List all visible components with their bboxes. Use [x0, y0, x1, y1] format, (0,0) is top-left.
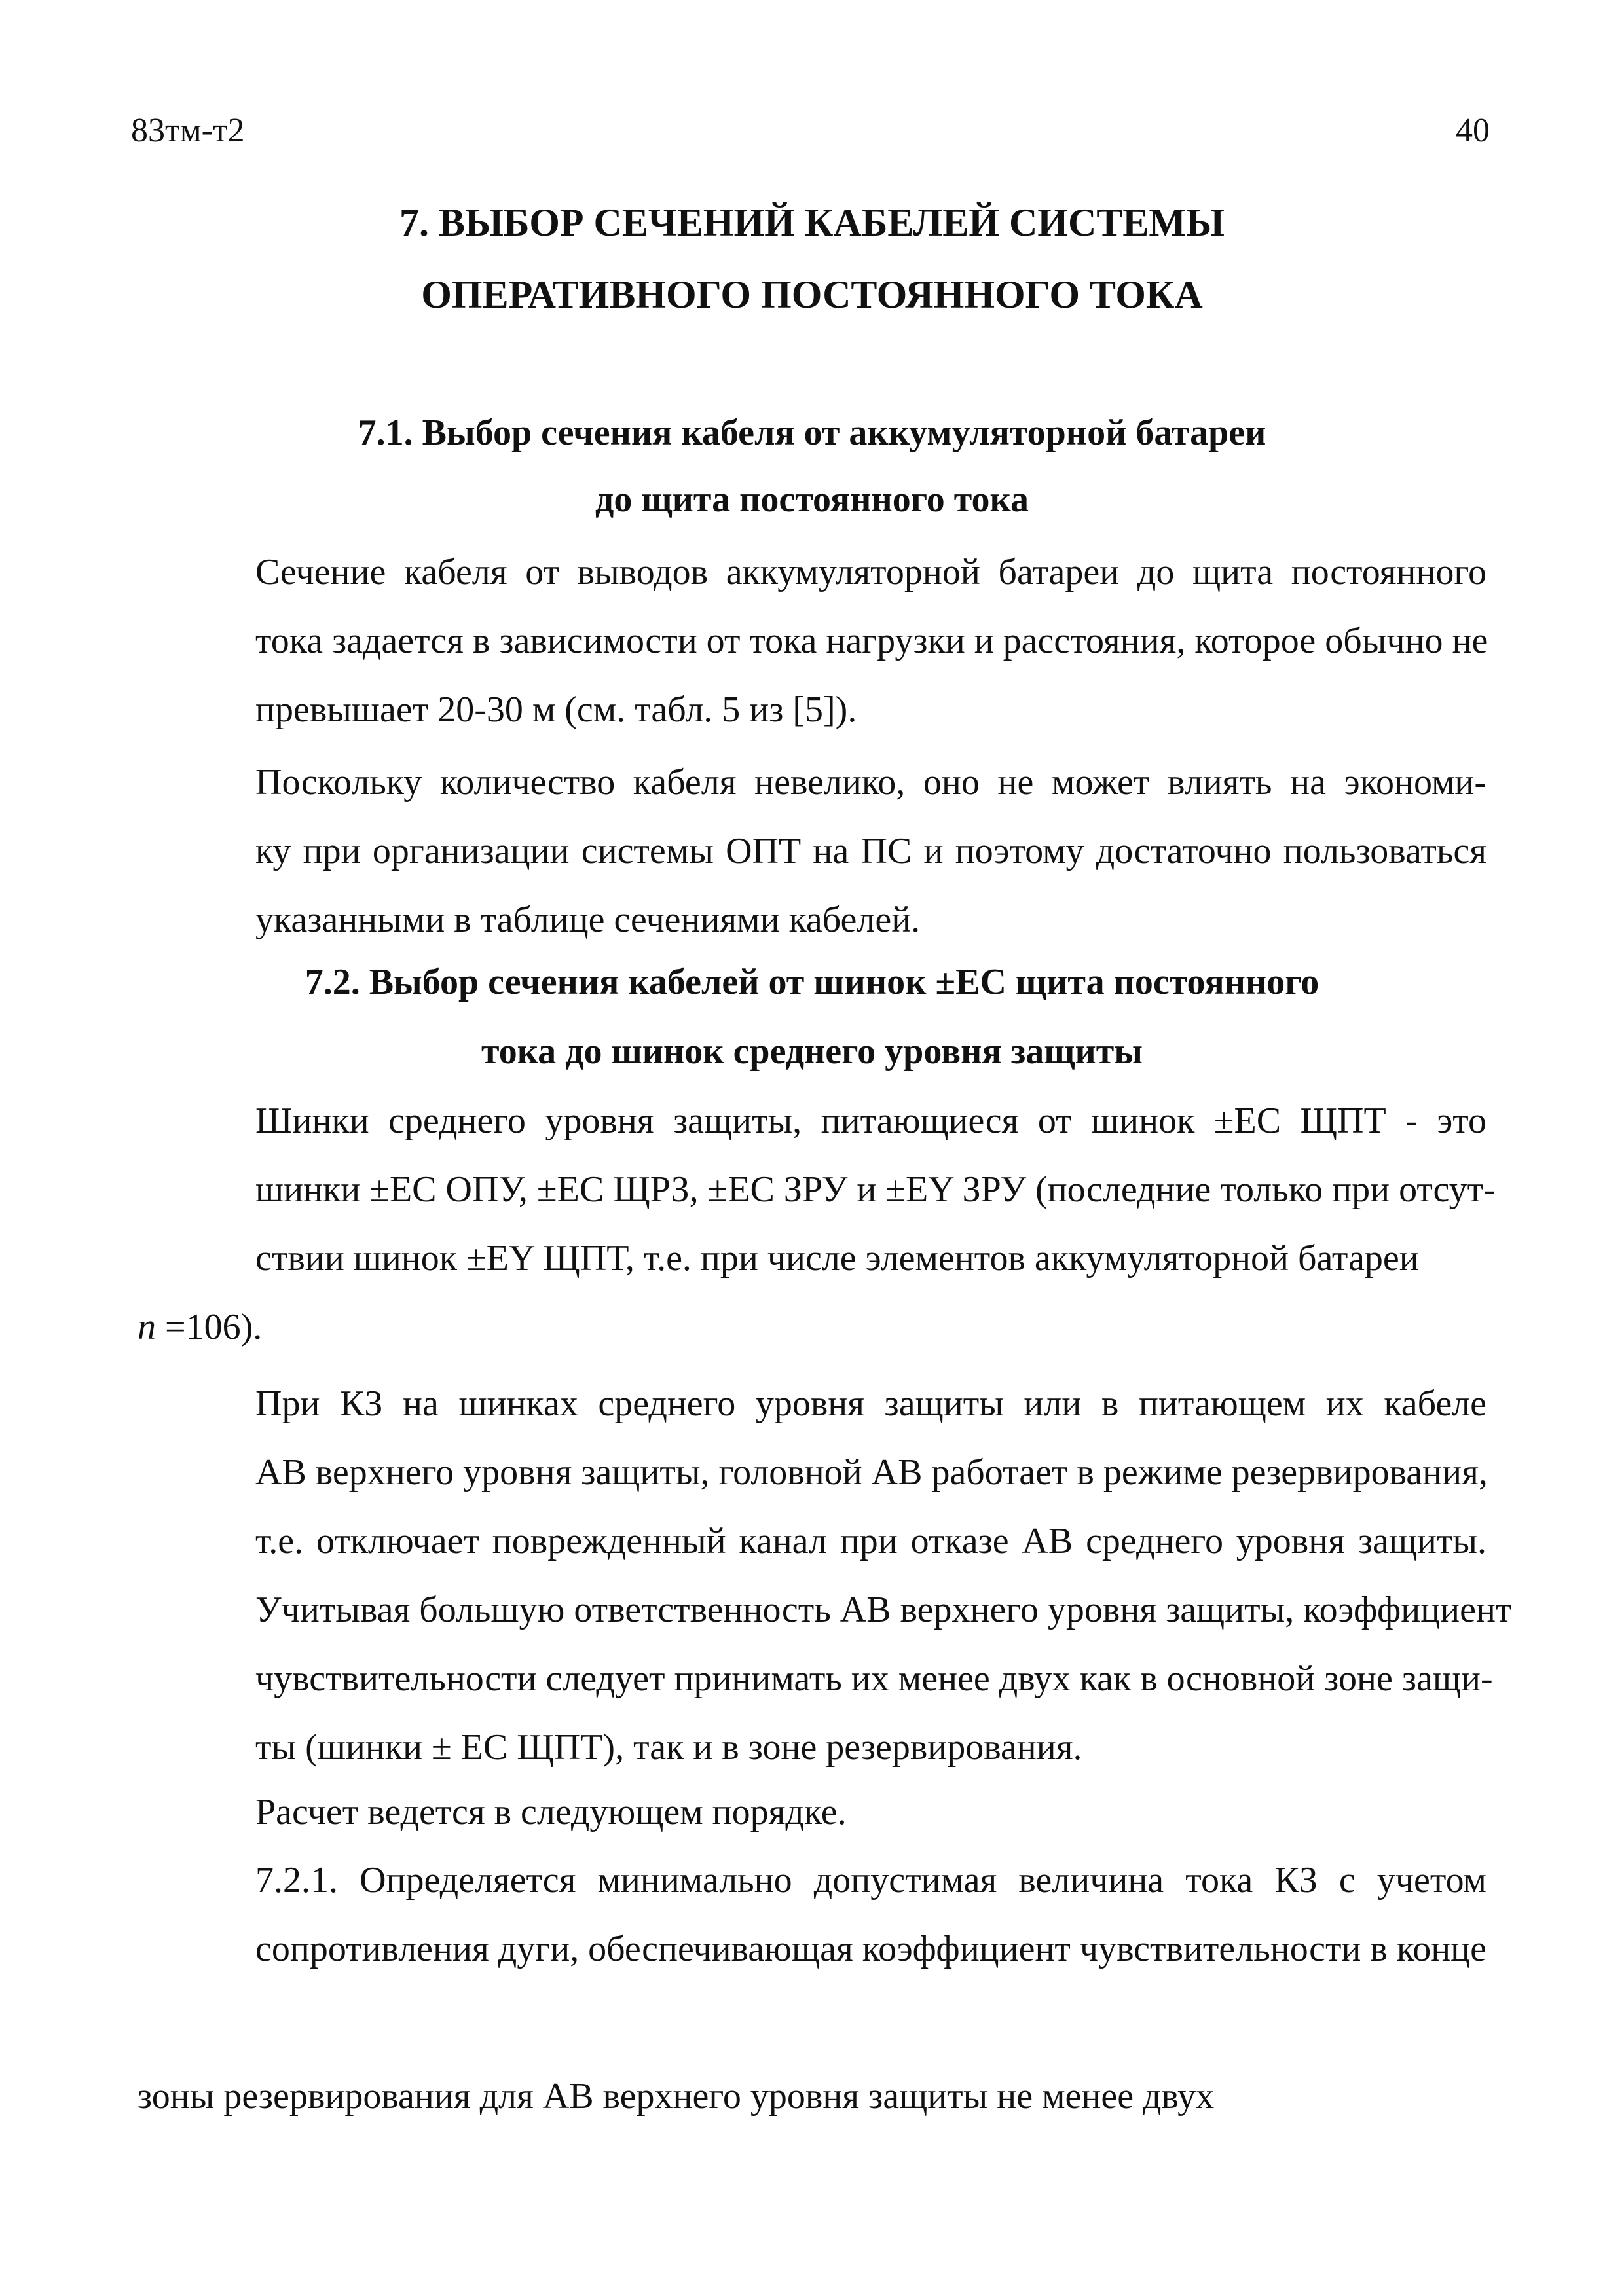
paragraph-reserve-zone: зоны резервирования для АВ верхнего уровня защиты не менее двух: [138, 2076, 1215, 2117]
document-code: 83тм-т2: [131, 112, 245, 149]
text-line: сопротивления дуги, обеспечивающая коэффициент чувствительности в конце: [255, 1929, 1486, 1969]
text-line: ты (шинки ± ЕС ЩПТ), так и в зоне резервирования.: [255, 1727, 1082, 1768]
section-title-line-2: ОПЕРАТИВНОГО ПОСТОЯННОГО ТОКА: [421, 273, 1203, 316]
text-line: чувствительности следует принимать их менее двух как в основной зоне защи-: [255, 1658, 1493, 1699]
paragraph-cable-section: [138, 538, 1486, 744]
text-line: Учитывая большую ответственность АВ верхнего уровня защиты, коэффициент: [255, 1590, 1512, 1630]
page-number: 40: [1456, 112, 1490, 149]
cell-count-formula: [138, 1293, 262, 1362]
text-line: Поскольку количество кабеля невелико, оно не может влиять на экономи-: [255, 762, 1486, 803]
text-line: АВ верхнего уровня защиты, головной АВ работает в режиме резервирования,: [255, 1452, 1488, 1493]
paragraph-7-2-1: [138, 1846, 1486, 1984]
text-line: указанными в таблице сечениями кабелей.: [255, 900, 921, 940]
text-line: т.е. отключает поврежденный канал при отказе АВ среднего уровня защиты.: [255, 1521, 1486, 1561]
text-line: Расчет ведется в следующем порядке.: [255, 1792, 847, 1832]
paragraph-cable-quantity: [138, 748, 1486, 955]
subsection-7-2-title-line-1: 7.2. Выбор сечения кабелей от шинок ±ЕС щита постоянного: [304, 962, 1320, 1002]
text-line: При КЗ на шинках среднего уровня защиты или в питающем их кабеле: [255, 1383, 1486, 1424]
text-line: тока задается в зависимости от тока нагрузки и расстояния, которое обычно не: [255, 621, 1488, 661]
text-line: Шинки среднего уровня защиты, питающиеся от шинок ±ЕС ЩПТ - это: [255, 1101, 1486, 1141]
subsection-7-1-title-line-2: до щита постоянного тока: [595, 479, 1029, 520]
subsection-7-2-title-line-2: тока до шинок среднего уровня защиты: [481, 1031, 1143, 1072]
paragraph-middle-level-buses: [138, 1087, 1496, 1293]
paragraph-calculation-order: [138, 1778, 1486, 1847]
subsection-7-1-title-line-1: 7.1. Выбор сечения кабеля от аккумуляторной батареи: [358, 412, 1266, 453]
text-line: ку при организации системы ОПТ на ПС и поэтому достаточно пользоваться: [255, 831, 1486, 871]
cell-count-value: =106).: [165, 1307, 263, 1347]
text-line: шинки ±ЕС ОПУ, ±ЕС ЩРЗ, ±ЕС ЗРУ и ±ЕY ЗРУ (последние только при отсут-: [255, 1169, 1496, 1210]
paragraph-short-circuit: [138, 1370, 1512, 1782]
section-title-line-1: 7. ВЫБОР СЕЧЕНИЙ КАБЕЛЕЙ СИСТЕМЫ: [399, 201, 1225, 244]
text-line: 7.2.1. Определяется минимально допустимая величина тока КЗ с учетом: [255, 1860, 1486, 1901]
variable-n: n: [138, 1307, 156, 1347]
text-line: ствии шинок ±ЕY ЩПТ, т.е. при числе элементов аккумуляторной батареи: [255, 1238, 1419, 1279]
text-line: Сечение кабеля от выводов аккумуляторной батареи до щита постоянного: [255, 552, 1486, 592]
text-line: превышает 20-30 м (см. табл. 5 из [5]).: [255, 689, 857, 730]
